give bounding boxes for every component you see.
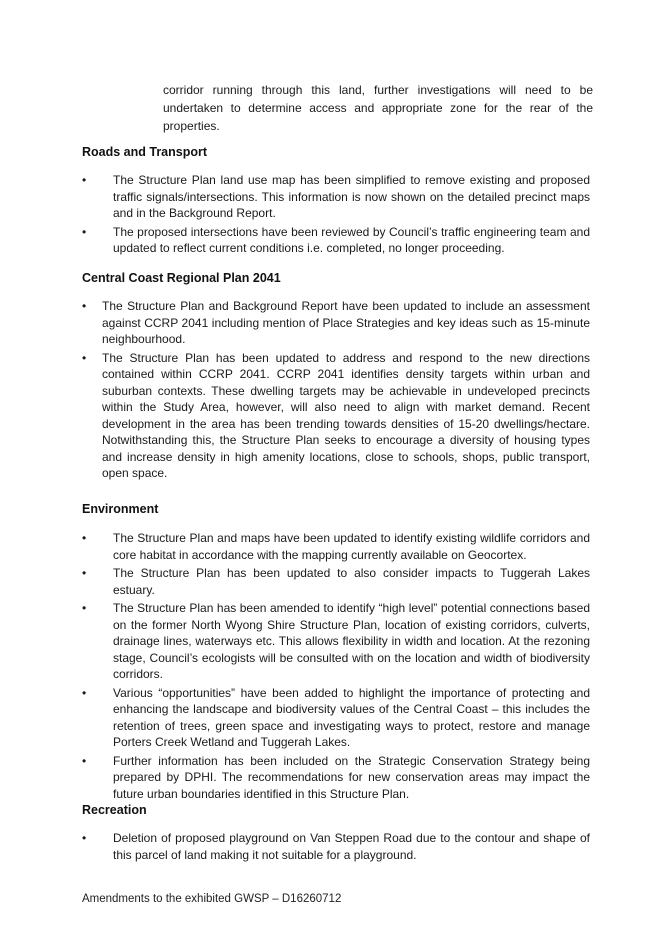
section-heading-environment: Environment: [82, 502, 159, 516]
ccrp-bullet-list: [82, 298, 590, 484]
environment-bullet-list: [82, 530, 590, 804]
roads-bullet-list: [82, 172, 590, 259]
bullet-icon: •: [82, 831, 87, 845]
list-item: • Further information has been included on the Strategic Conservation Strategy being prepared by DPHI. The recommendations for new conservation areas may impact the future urban boundaries identified in this Structure Plan.: [82, 753, 590, 801]
bullet-icon: •: [82, 224, 87, 239]
section-heading-roads: Roads and Transport: [82, 145, 208, 159]
list-item: • The Structure Plan and maps have been updated to identify existing wildlife corridors and core habitat in accordance with the mapping currently available on Geocortex.: [82, 531, 590, 562]
section-heading-ccrp: Central Coast Regional Plan 2041: [82, 271, 281, 285]
list-item: • The Structure Plan land use map has been simplified to remove existing and proposed traffic signals/intersections. This information is now shown on the detailed precinct maps and in the Background Report.: [82, 173, 590, 220]
bullet-icon: •: [82, 531, 87, 545]
list-item: • The proposed intersections have been reviewed by Council’s traffic engineering team and updated to reflect current conditions i.e. completed, no longer proceeding.: [82, 224, 590, 255]
bullet-icon: •: [82, 566, 87, 580]
bullet-icon: •: [82, 685, 87, 700]
list-item: • Various “opportunities” have been added to highlight the importance of protecting and enhancing the landscape and biodiversity values of the Central Coast – this includes the retention of trees, green space and investigating ways to protect, restore and manage Porters Creek Wetland and Tuggerah Lakes.: [82, 685, 590, 749]
bullet-icon: •: [82, 173, 87, 187]
page-footer: Amendments to the exhibited GWSP – D16260712: [82, 893, 342, 905]
list-item: • The Structure Plan has been updated to also consider impacts to Tuggerah Lakes estuary.: [82, 566, 590, 597]
list-item: • The Structure Plan has been updated to address and respond to the new directions contained within CCRP 2041. CCRP 2041 identifies density targets within urban and suburban contexts. These dwelling targets may be achievable in undeveloped precincts within the Study Area, however, will also need to align with market demand. Recent development in the area has been trending towards densities of 15-20 dwellings/hectare. Notwithstanding this, the Structure Plan seeks to encourage a diversity of housing types and increase density in high amenity locations, close to schools, shops, public transport, open space.: [82, 350, 590, 480]
intro-continuation-text: corridor running through this land, further investigations will need to be undertaken to determine access and appropriate zone for the rear of the properties.: [163, 83, 593, 133]
bullet-icon: •: [82, 601, 87, 615]
section-heading-recreation: Recreation: [82, 803, 147, 817]
bullet-icon: •: [82, 753, 87, 768]
bullet-icon: •: [82, 350, 87, 365]
list-item: • The Structure Plan and Background Report have been updated to include an assessment against CCRP 2041 including mention of Place Strategies and key ideas such as 15-minute neighbourhood.: [82, 299, 590, 346]
list-item: • Deletion of proposed playground on Van Steppen Road due to the contour and shape of this parcel of land making it not suitable for a playground.: [82, 831, 590, 862]
recreation-bullet-list: [82, 830, 590, 865]
bullet-icon: •: [82, 299, 87, 313]
list-item: • The Structure Plan has been amended to identify “high level” potential connections based on the former North Wyong Shire Structure Plan, location of existing corridors, culverts, drainage lines, waterways etc. This allows flexibility in width and location. At the rezoning stage, Council’s ecologists will be consulted with on the location and width of biodiversity corridors.: [82, 601, 590, 681]
